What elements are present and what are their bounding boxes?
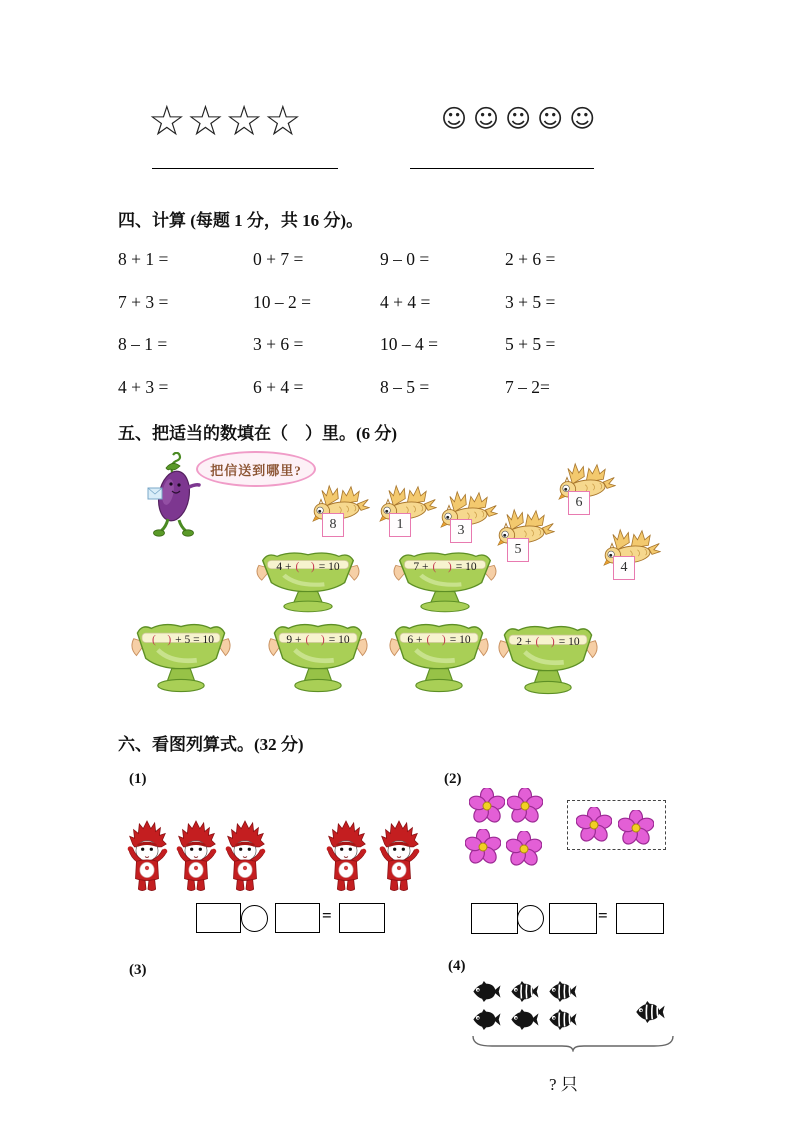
math-problem: 10 – 4 =	[380, 334, 438, 354]
number-card: 5	[507, 538, 529, 562]
equation-blank[interactable]: ( )	[535, 636, 555, 648]
math-problem: 5 + 5 =	[505, 334, 556, 354]
mascot-icon	[322, 819, 370, 894]
item1-label: (1)	[129, 771, 147, 787]
equation-right: = 10	[558, 636, 580, 648]
math-problem: 7 – 2=	[505, 376, 550, 397]
fish-icon	[509, 1009, 540, 1030]
mascot-icon	[123, 819, 171, 894]
flower-icon	[506, 831, 542, 867]
equals-sign: =	[598, 906, 608, 925]
mailbox-bowl	[267, 620, 369, 693]
math-problem: 4 + 3 =	[118, 376, 169, 397]
item2-label: (2)	[444, 771, 462, 787]
fish-icon	[634, 1001, 666, 1023]
dashed-group-box	[567, 800, 666, 850]
fish-icon	[509, 981, 540, 1002]
flower-icon	[576, 807, 612, 843]
equation-blank[interactable]: ( )	[305, 634, 325, 646]
rating-smileys: ☺☺☺☺☺	[441, 104, 602, 133]
bird-with-number	[556, 462, 618, 510]
math-problem: 0 + 7 =	[253, 249, 304, 269]
math-problem: 9 – 0 =	[380, 249, 430, 269]
fish-icon	[547, 1009, 578, 1030]
answer-box[interactable]	[339, 903, 385, 933]
equation-blank[interactable]: ( )	[432, 561, 452, 573]
math-problem: 2 + 6 =	[505, 249, 556, 269]
answer-box[interactable]	[471, 903, 518, 934]
speech-bubble	[196, 451, 316, 487]
answer-box[interactable]	[275, 903, 320, 933]
mascot-icon	[375, 819, 423, 894]
section4-problem-grid	[118, 249, 615, 419]
equation-right: = 10	[449, 634, 471, 646]
mailbox-bowl	[255, 549, 361, 613]
mailbox-bowl	[130, 620, 232, 693]
math-problem: 8 – 5 =	[380, 376, 430, 397]
bird-with-number	[438, 490, 500, 538]
equation-left: 2 +	[516, 636, 532, 648]
speech-bubble-text: 把信送到哪里?	[210, 462, 302, 478]
equation-right: = 10	[328, 634, 350, 646]
flower-icon	[618, 810, 654, 846]
score-line-right	[410, 168, 594, 169]
equation-left: 7 +	[413, 561, 429, 573]
math-problem: 4 + 4 =	[380, 291, 431, 312]
bowl-equation	[392, 558, 498, 574]
bird-with-number	[601, 528, 663, 575]
equation-right: + 5 = 10	[175, 634, 215, 646]
section5-heading: 五、把适当的数填在（ ）里。(6 分)	[118, 424, 398, 443]
bowl-equation	[497, 633, 599, 649]
equals-sign: =	[322, 906, 332, 925]
bird-with-number	[310, 484, 372, 532]
fish-icon	[471, 981, 502, 1002]
number-card: 4	[613, 556, 635, 580]
operator-circle[interactable]	[517, 905, 544, 932]
math-problem: 8 – 1 =	[118, 334, 168, 354]
equation-left: 6 +	[407, 634, 423, 646]
math-problem: 10 – 2 =	[253, 291, 311, 312]
operator-circle[interactable]	[241, 905, 268, 932]
flower-icon	[465, 829, 501, 865]
number-card: 3	[450, 519, 472, 543]
rating-stars: ☆☆☆☆	[148, 96, 303, 145]
equation-left: 9 +	[286, 634, 302, 646]
item4-label: (4)	[448, 958, 466, 974]
flower-icon	[469, 788, 505, 824]
underbrace-icon	[470, 1034, 676, 1052]
mailbox-bowl	[392, 549, 498, 613]
equation-right: = 10	[455, 561, 477, 573]
mailbox-bowl	[388, 620, 490, 693]
math-problem: 3 + 6 =	[253, 334, 304, 354]
bird-with-number	[377, 484, 439, 532]
fish-count-question: ? 只	[549, 1075, 578, 1094]
bowl-equation	[267, 631, 369, 647]
answer-box[interactable]	[196, 903, 241, 933]
eggplant-mascot-icon	[146, 452, 202, 538]
section4-heading: 四、计算 (每题 1 分，共 16 分)。	[118, 211, 364, 230]
bowl-equation	[388, 631, 490, 647]
mascot-icon	[172, 819, 220, 894]
score-line-left	[152, 168, 338, 169]
equation-right: = 10	[318, 561, 340, 573]
number-card: 6	[568, 491, 590, 515]
math-problem: 6 + 4 =	[253, 376, 304, 397]
math-problem: 3 + 5 =	[505, 291, 556, 312]
item3-label: (3)	[129, 962, 147, 978]
fish-icon	[547, 981, 578, 1002]
equation-left: 4 +	[276, 561, 292, 573]
math-problem: 7 + 3 =	[118, 291, 169, 312]
fish-icon	[471, 1009, 502, 1030]
bowl-equation	[130, 631, 232, 647]
flower-icon	[507, 788, 543, 824]
section6-heading: 六、看图列算式。(32 分)	[118, 735, 304, 754]
number-card: 8	[322, 513, 344, 537]
bird-with-number	[495, 508, 557, 557]
mailbox-bowl	[497, 622, 599, 695]
answer-box[interactable]	[549, 903, 597, 934]
answer-box[interactable]	[616, 903, 664, 934]
bowl-equation	[255, 558, 361, 574]
equation-blank[interactable]: ( )	[426, 634, 446, 646]
number-card: 1	[389, 513, 411, 537]
mascot-icon	[221, 819, 269, 894]
equation-blank[interactable]: ( )	[151, 634, 172, 646]
math-problem: 8 + 1 =	[118, 249, 169, 269]
equation-blank[interactable]: ( )	[295, 561, 315, 573]
